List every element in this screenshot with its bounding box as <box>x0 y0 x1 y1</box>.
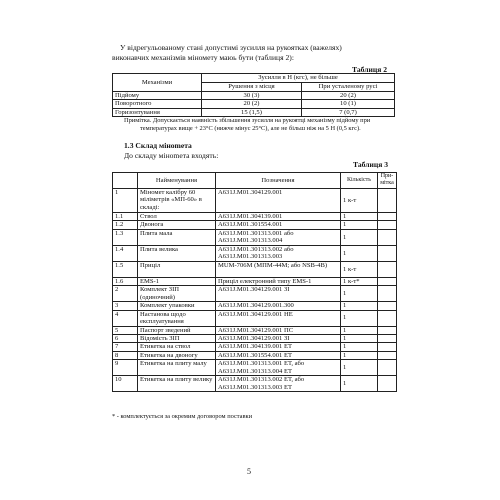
table-cell: Етикетка на плиту велику <box>138 376 216 392</box>
table-row <box>113 343 397 351</box>
table-cell <box>378 277 397 285</box>
table-cell: MUM-706M (МПМ-44М; або NSB-4B) <box>216 261 341 277</box>
table-cell: А631Ј.М01.304139.001 <box>216 213 341 221</box>
table-cell <box>378 302 397 310</box>
table-cell <box>378 310 397 326</box>
table-cell: EMS-1 <box>138 277 216 285</box>
table-row <box>113 335 397 343</box>
table-cell: 20 (2) <box>202 100 302 108</box>
table-row <box>113 376 397 392</box>
table-cell: А631Ј.М01.304139.001 ЕТ <box>216 343 341 351</box>
table-row <box>113 245 397 261</box>
table-cell: 3 <box>113 302 138 310</box>
table-cell: 1 <box>113 189 138 213</box>
table-cell: Комплект ЗІП (одиночний) <box>138 286 216 302</box>
footnote: * - комплектується за окремим договором поставки <box>112 413 253 420</box>
table3-header-num <box>113 173 138 189</box>
table-row <box>113 108 395 116</box>
table-cell: Плита мала <box>138 229 216 245</box>
table-cell: Приціл електронний типу EMS-1 <box>216 277 341 285</box>
table-cell: 1 <box>341 310 378 326</box>
table-cell: Відомість ЗІП <box>138 335 216 343</box>
table-row <box>113 229 397 245</box>
section-title: 1.3 Склад мінomета <box>124 141 192 150</box>
table-cell: 2 <box>113 286 138 302</box>
table-cell: Міномет калібру 60 міліметрів «МП-60» в складі: <box>138 189 216 213</box>
table-row <box>113 189 397 213</box>
table-row <box>113 92 395 100</box>
table-cell <box>378 360 397 376</box>
table3-header-note: При- мітка <box>378 173 397 189</box>
table-cell: 1 <box>341 351 378 359</box>
table-cell: 6 <box>113 335 138 343</box>
table-cell: 8 <box>113 351 138 359</box>
table-cell: А631Ј.М01.304129.001.300 <box>216 302 341 310</box>
table-cell: А631Ј.М01.304129.001 ПС <box>216 326 341 334</box>
section-text: До складу мінomета входять: <box>124 151 219 160</box>
table-cell: Підйому <box>113 92 202 100</box>
table-cell: 1.5 <box>113 261 138 277</box>
table-cell: 4 <box>113 310 138 326</box>
table2-header-force: Зусилля в Н (кгс), не більше <box>202 74 395 83</box>
table-cell: 30 (3) <box>202 92 302 100</box>
table-cell: 1 <box>341 213 378 221</box>
table-cell: 15 (1,5) <box>202 108 302 116</box>
table-row <box>113 360 397 376</box>
table-cell: А631Ј.М01.301313.001 або А631Ј.М01.301313.004 <box>216 229 341 245</box>
table-cell: 1 <box>341 326 378 334</box>
table-cell: А631Ј.М01.301554.001 <box>216 221 341 229</box>
table-cell: 1 <box>341 229 378 245</box>
table-cell: 20 (2) <box>302 92 395 100</box>
table-cell: 1.4 <box>113 245 138 261</box>
table-row <box>113 221 397 229</box>
table-cell: Поворотного <box>113 100 202 108</box>
table-cell: А631Ј.М01.301313.002 або А631Ј.М01.301313.003 <box>216 245 341 261</box>
table3-header-name: Найменування <box>138 173 216 189</box>
table2-header-mechanisms: Механізми <box>113 74 202 92</box>
table-cell: А631Ј.М01.301313.001 ЕТ, або А631Ј.М01.301313.004 ЕТ <box>216 360 341 376</box>
table-cell: 1 <box>341 360 378 376</box>
table-cell: А631Ј.М01.304129.001 <box>216 189 341 213</box>
table-cell: Приціл <box>138 261 216 277</box>
table-cell: А631Ј.М01.304129.001 ЗІ <box>216 335 341 343</box>
table-row <box>113 100 395 108</box>
table-cell: Комплект упаковки <box>138 302 216 310</box>
table-cell: 1 <box>341 343 378 351</box>
table2 <box>112 73 395 117</box>
table-cell: Настанова щодо експлуатування <box>138 310 216 326</box>
table-cell: А631Ј.М01.304129.001 ЗІ <box>216 286 341 302</box>
table-cell <box>378 213 397 221</box>
table-cell <box>378 326 397 334</box>
table-cell <box>378 343 397 351</box>
table2-caption: Таблиця 2 <box>352 65 388 74</box>
table-cell <box>378 229 397 245</box>
table3-header-qty: Кількість <box>341 173 378 189</box>
table-cell: 1 <box>341 245 378 261</box>
table-cell: 7 (0,7) <box>302 108 395 116</box>
table3-header-designation: Позначення <box>216 173 341 189</box>
table-cell: А631Ј.М01.304129.001 НЕ <box>216 310 341 326</box>
table-cell: 1 <box>341 376 378 392</box>
table-cell: 10 <box>113 376 138 392</box>
table-cell: 1 <box>341 221 378 229</box>
table-cell: Етикетка на двоногу <box>138 351 216 359</box>
table-cell: 1.6 <box>113 277 138 285</box>
table-cell: 1 к-т <box>341 189 378 213</box>
table-cell <box>378 245 397 261</box>
table-cell: 1.1 <box>113 213 138 221</box>
table3 <box>112 172 397 392</box>
table2-note-line-2: температурах вище + 23°С (нижче мінус 25°С), але не більш ніж на 5 Н (0,5 кгс). <box>140 125 361 132</box>
table-row <box>113 277 397 285</box>
table-cell: Етикетка на плиту малу <box>138 360 216 376</box>
table-row <box>113 286 397 302</box>
table-cell <box>378 351 397 359</box>
table-cell: Плита велика <box>138 245 216 261</box>
table-row <box>113 213 397 221</box>
table-cell <box>378 261 397 277</box>
table-cell: Горизонтування <box>113 108 202 116</box>
table2-header-place: Рушення з місця <box>202 83 302 92</box>
table-cell <box>378 221 397 229</box>
table-cell: 10 (1) <box>302 100 395 108</box>
table-cell: Етикетка на ствол <box>138 343 216 351</box>
table-cell <box>378 189 397 213</box>
table-cell: Ствол <box>138 213 216 221</box>
table2-note-line-1: Примітка. Допускається наявність збільшення зусилля на рукоятці механізму підйому при <box>124 117 371 124</box>
table-cell: 5 <box>113 326 138 334</box>
table-cell: А631Ј.М01.301554.001 ЕТ <box>216 351 341 359</box>
table-cell <box>378 376 397 392</box>
table-cell: А631Ј.М01.301313.002 ЕТ, або А631Ј.М01.301313.003 ЕТ <box>216 376 341 392</box>
table-cell <box>378 286 397 302</box>
table-cell: Паспорт зведений <box>138 326 216 334</box>
table-cell: 1.3 <box>113 229 138 245</box>
table-cell: 1 <box>341 302 378 310</box>
table-row <box>113 326 397 334</box>
table-cell: 1 <box>341 335 378 343</box>
table-cell: 7 <box>113 343 138 351</box>
intro-line-2: виконавчих механізмів міномету маюь бути (таблиця 2): <box>112 53 294 62</box>
table-row <box>113 302 397 310</box>
page-number: 5 <box>247 467 251 476</box>
table3-caption: Таблиця 3 <box>353 160 389 169</box>
table-cell <box>378 335 397 343</box>
table-cell: 1.2 <box>113 221 138 229</box>
table-row <box>113 351 397 359</box>
table-cell: 9 <box>113 360 138 376</box>
intro-line-1: У відрегульованому стані допустимі зусилля на рукоятках (важелях) <box>120 43 342 52</box>
table-row <box>113 310 397 326</box>
table-cell: Двонога <box>138 221 216 229</box>
table-cell: 1 к-т* <box>341 277 378 285</box>
table2-header-steady: При усталеному русі <box>302 83 395 92</box>
table-row <box>113 261 397 277</box>
table-cell: 1 к-т <box>341 261 378 277</box>
table-cell: 1 <box>341 286 378 302</box>
